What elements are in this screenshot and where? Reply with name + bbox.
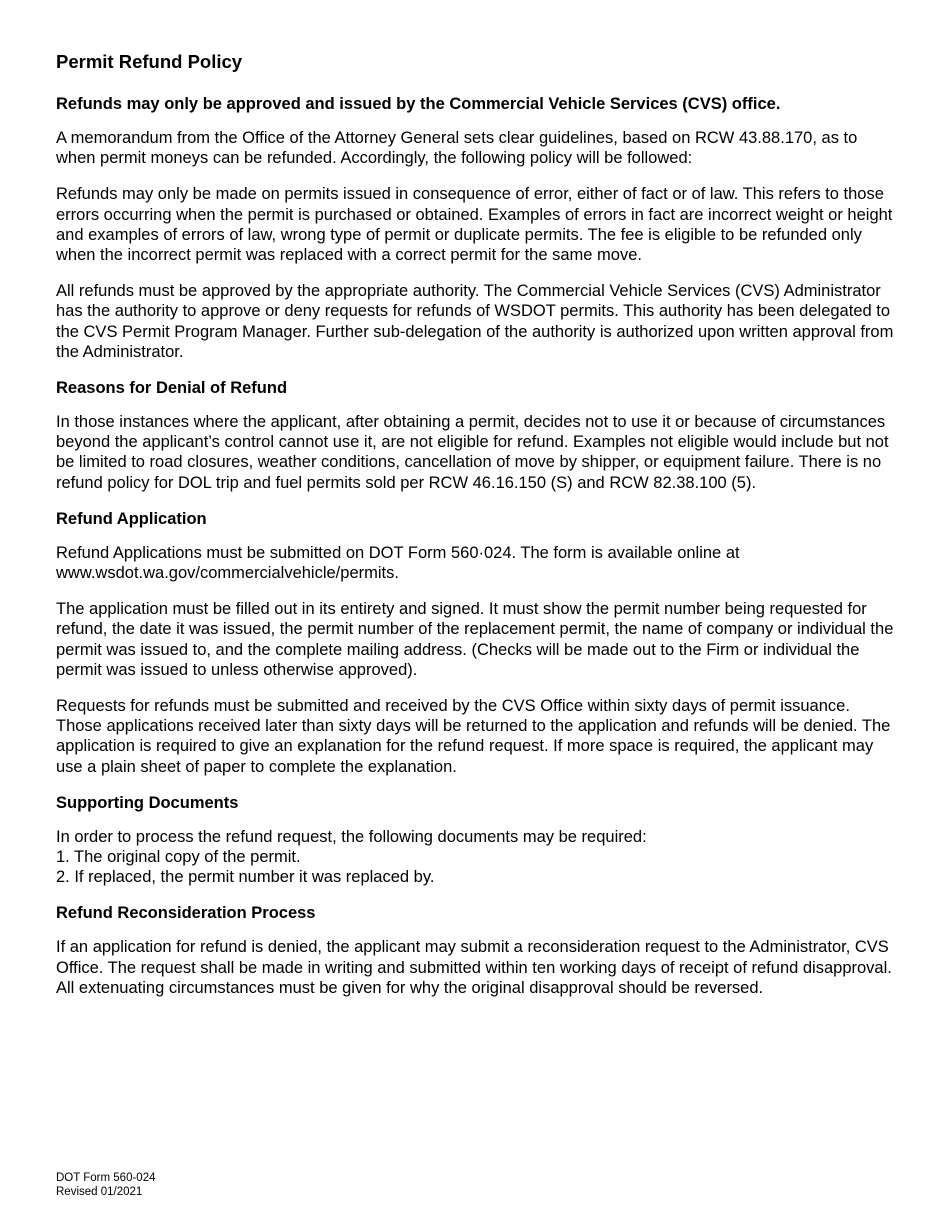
section-heading-denial: Reasons for Denial of Refund [56,379,288,398]
application-paragraph: Refund Applications must be submitted on DOT Form 560·024. The form is available online at www.wsdot.wa.gov/commercialvehicle/permits. [56,543,740,583]
form-footer [56,1172,156,1199]
intro-paragraph: Refunds may only be made on permits issued in consequence of error, either of fact or of law. This refers to those errors occurring when the permit is purchased or obtained. Examples of errors in fact are incorrect weight or height and examples of errors of law, wrong type of permit or duplicate permits. The fee is eligible to be refunded only when the incorrect permit was replaced with a correct permit for the same move. [56,185,893,265]
supporting-intro: In order to process the refund request, the following documents may be required: [56,827,647,846]
section-heading-application: Refund Application [56,509,207,528]
reconsideration-paragraph: If an application for refund is denied, the applicant may submit a reconsideration request to the Administrator, CVS Office. The request shall be made in writing and submitted within ten working days of receipt of refund disapproval. All extenuating circumstances must be given for why the original disapproval should be reversed. [56,938,892,997]
application-paragraph: Requests for refunds must be submitted and received by the CVS Office within sixty days of permit issuance. Those applications received later than sixty days will be returned to the application and refunds will be denied. The application is required to give an explanation for the refund request. If more space is required, the applicant may use a plain sheet of paper to complete the explanation. [56,697,891,776]
lead-statement: Refunds may only be approved and issued by the Commercial Vehicle Services (CVS) office. [56,95,781,113]
list-item: 2. If replaced, the permit number it was replaced by. [56,868,435,887]
section-heading-reconsideration: Refund Reconsideration Process [56,904,316,923]
form-number: DOT Form 560-024 [56,1172,156,1184]
page-title: Permit Refund Policy [56,51,243,72]
section-heading-supporting: Supporting Documents [56,793,239,812]
policy-document [56,50,896,1014]
denial-paragraph: In those instances where the applicant, after obtaining a permit, decides not to use it or because of circumstances beyond the applicant’s control cannot use it, are not eligible for refund. Examples not eligible would include but not be limited to road closures, weather conditions, cancellation of move by shipper, or equipment failure. There is no refund policy for DOL trip and fuel permits sold per RCW 46.16.150 (S) and RCW 82.38.100 (5). [56,413,889,492]
revision-date: Revised 01/2021 [56,1185,143,1198]
supporting-documents-list [56,847,896,887]
application-paragraph: The application must be filled out in its entirety and signed. It must show the permit number being requested for refund, the date it was issued, the permit number of the replacement permit, the name of company or individual the permit was issued to, and the complete mailing address. (Checks will be made out to the Firm or individual the permit was issued to unless otherwise approved). [56,600,894,679]
intro-paragraph: A memorandum from the Office of the Attorney General sets clear guidelines, based on RCW 43.88.170, as to when permit moneys can be refunded. Accordingly, the following policy will be followed: [56,129,858,168]
list-item: 1. The original copy of the permit. [56,848,301,867]
intro-paragraph: All refunds must be approved by the appropriate authority. The Commercial Vehicle Services (CVS) Administrator has the authority to approve or deny requests for refunds of WSDOT permits. This authority has been delegated to the CVS Permit Program Manager. Further sub-delegation of the authority is authorized upon written approval from the Administrator. [56,282,894,361]
